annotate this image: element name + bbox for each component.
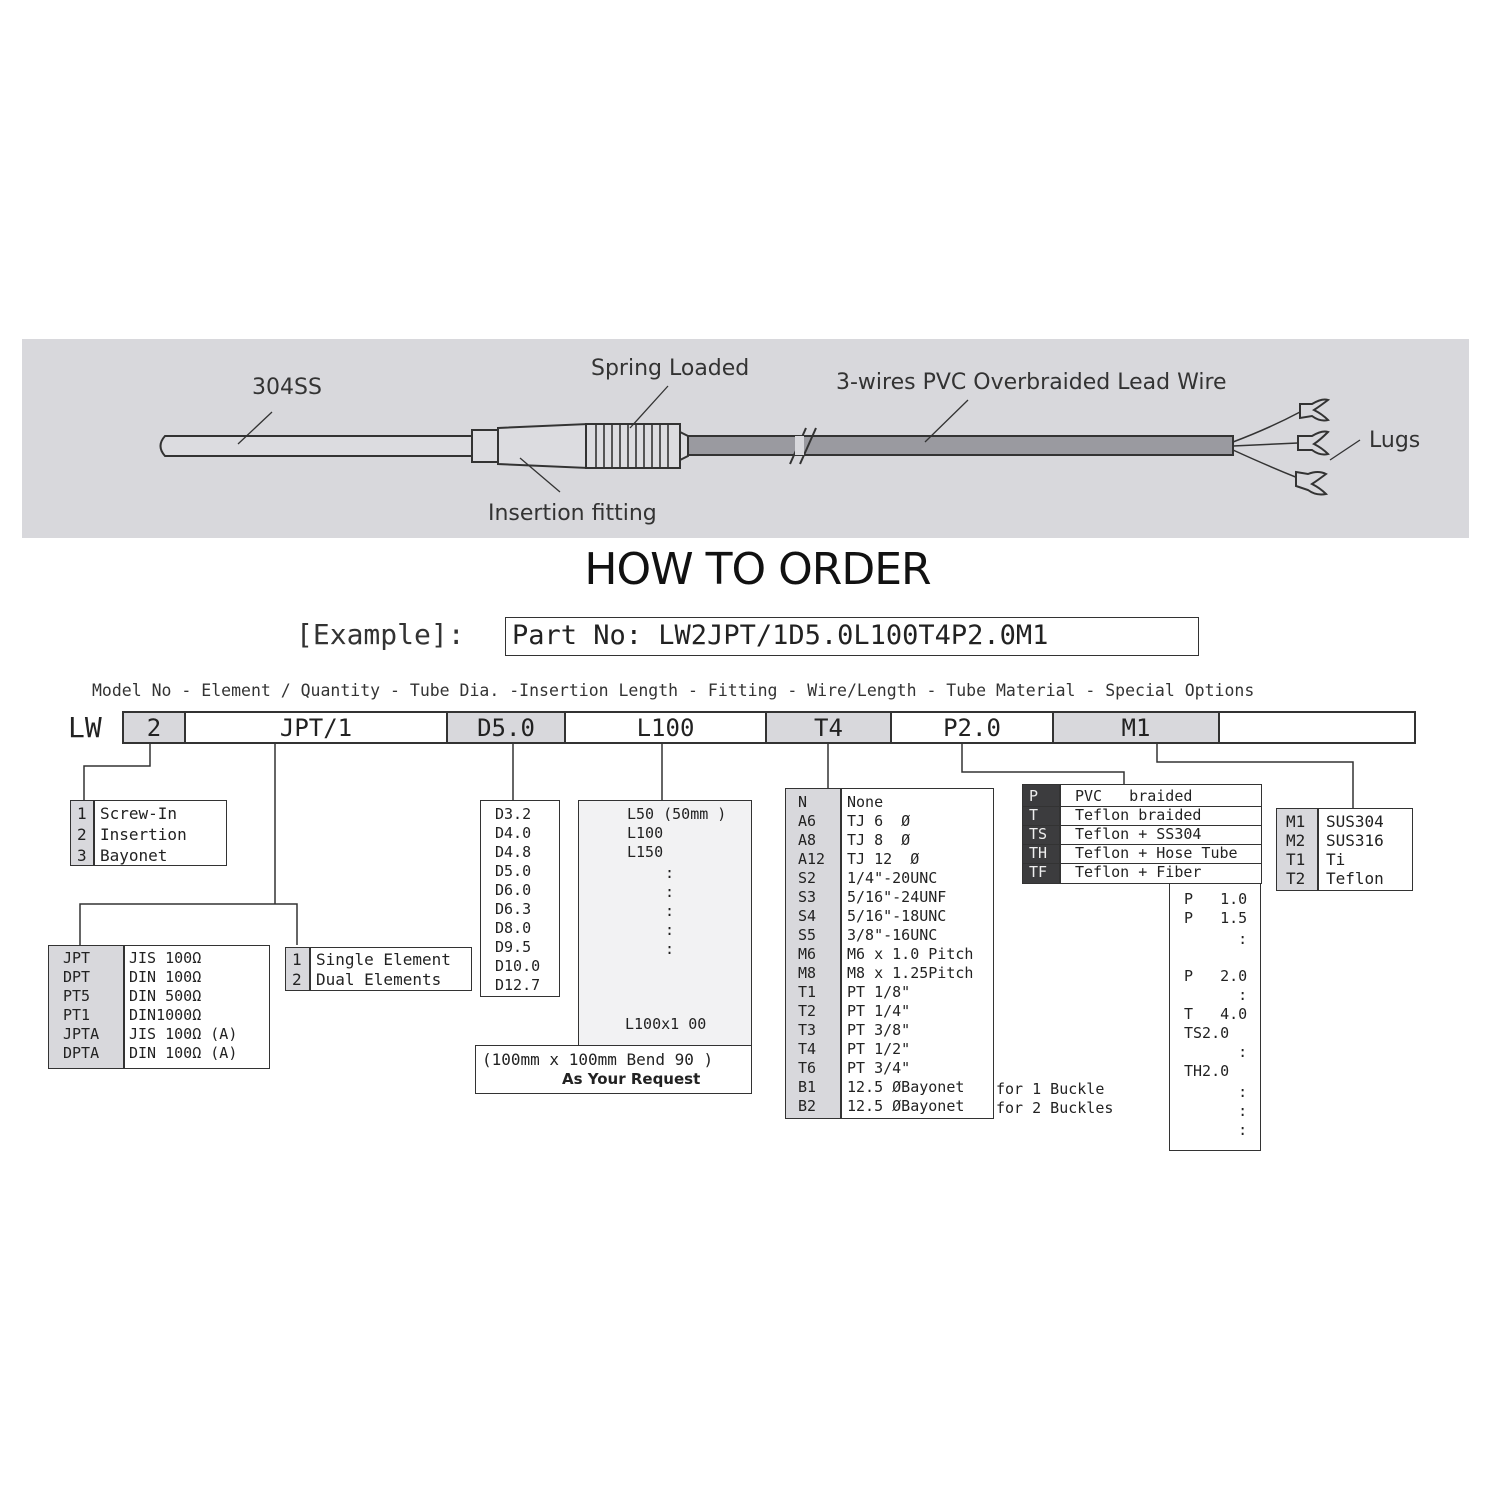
wire-option-row: TF Teflon + Fiber xyxy=(1029,863,1202,881)
code-type-cell: 2 xyxy=(122,711,186,744)
fitting-option-row: S4 5/16"-18UNC xyxy=(798,907,947,925)
example-part-number: Part No: LW2JPT/1D5.0L100T4P2.0M1 xyxy=(505,617,1199,656)
fitting-option-row: B1 12.5 ØBayonet xyxy=(798,1078,965,1096)
type-option-row: 2 Insertion xyxy=(77,825,187,844)
type-option-row: 3 Bayonet xyxy=(77,846,168,865)
example-label: [Example]: xyxy=(296,618,465,651)
tube-dia-option: D12.7 xyxy=(495,976,541,994)
code-length-cell: L100 xyxy=(564,711,767,744)
code-material-cell: M1 xyxy=(1052,711,1220,744)
insertion-length-option: L100 xyxy=(627,824,664,842)
material-option-row: T2 Teflon xyxy=(1286,869,1384,888)
quantity-option-row: 1 Single Element xyxy=(292,950,451,969)
wire-length-option: P 1.5 xyxy=(1184,909,1248,927)
tube-dia-options-table xyxy=(480,800,560,997)
insertion-length-ellipsis: : xyxy=(665,921,675,939)
fitting-option-row: A8 TJ 8 Ø xyxy=(798,831,911,849)
insertion-length-option: L50 (50mm ) xyxy=(627,805,727,823)
fitting-option-row: A6 TJ 6 Ø xyxy=(798,812,911,830)
fitting-option-row: S3 5/16"-24UNF xyxy=(798,888,947,906)
material-option-row: M1 SUS304 xyxy=(1286,812,1384,831)
insertion-length-option: L150 xyxy=(627,843,664,861)
fitting-option-row: T2 PT 1/4" xyxy=(798,1002,911,1020)
wire-length-option: TS2.0 xyxy=(1184,1024,1230,1042)
wire-length-option: : xyxy=(1184,1102,1248,1120)
fitting-options-table xyxy=(785,788,994,1119)
quantity-options-table xyxy=(285,947,472,991)
element-option-row: JPT JIS 100Ω xyxy=(63,949,202,967)
wire-length-table xyxy=(1169,883,1261,1151)
wire-length-option: TH2.0 xyxy=(1184,1062,1230,1080)
wire-length-option: : xyxy=(1184,986,1248,1004)
label-lugs: Lugs xyxy=(1369,428,1421,453)
fitting-option-row: T6 PT 3/4" xyxy=(798,1059,911,1077)
insertion-length-ellipsis: : xyxy=(665,902,675,920)
fitting-option-row: M6 M6 x 1.0 Pitch xyxy=(798,945,974,963)
wire-length-option: T 4.0 xyxy=(1184,1005,1248,1023)
bend-request-line2: As Your Request xyxy=(562,1070,701,1088)
type-option-row: 1 Screw-In xyxy=(77,804,178,823)
element-option-row: PT5 DIN 500Ω xyxy=(63,987,202,1005)
wire-length-option: P 1.0 xyxy=(1184,890,1248,908)
wire-length-option: : xyxy=(1184,1121,1248,1139)
fitting-option-row: B2 12.5 ØBayonet xyxy=(798,1097,965,1115)
bend-request-line1: (100mm x 100mm Bend 90 ) xyxy=(482,1050,714,1069)
bend-request-box xyxy=(475,1045,752,1094)
code-wire-cell: P2.0 xyxy=(890,711,1054,744)
fitting-option-row: S2 1/4"-20UNC xyxy=(798,869,938,887)
type-options-table xyxy=(70,800,227,866)
wire-length-option: : xyxy=(1184,930,1248,948)
label-304ss: 304SS xyxy=(252,375,322,400)
wire-options-table xyxy=(1022,784,1262,884)
tube-dia-option: D4.8 xyxy=(495,843,532,861)
label-insertion-fitting: Insertion fitting xyxy=(488,501,657,526)
wire-option-row: T Teflon braided xyxy=(1023,806,1261,826)
tube-dia-option: D8.0 xyxy=(495,919,532,937)
wire-length-option: : xyxy=(1184,1083,1248,1101)
fitting-option-row: N None xyxy=(798,793,884,811)
tube-dia-option: D3.2 xyxy=(495,805,532,823)
tube-material-table xyxy=(1276,808,1413,891)
code-element-cell: JPT/1 xyxy=(184,711,448,744)
tube-dia-option: D6.3 xyxy=(495,900,532,918)
code-prefix: LW xyxy=(68,711,102,744)
insertion-length-table xyxy=(578,800,752,1046)
code-fitting-cell: T4 xyxy=(765,711,892,744)
insertion-length-ellipsis: : xyxy=(665,940,675,958)
wire-option-row: TS Teflon + SS304 xyxy=(1023,825,1261,845)
material-option-row: M2 SUS316 xyxy=(1286,831,1384,850)
material-option-row: T1 Ti xyxy=(1286,850,1346,869)
fitting-option-row: T1 PT 1/8" xyxy=(798,983,911,1001)
fitting-b1-note: for 1 Buckle xyxy=(996,1080,1105,1098)
element-option-row: DPT DIN 100Ω xyxy=(63,968,202,986)
ordering-header-line: Model No - Element / Quantity - Tube Dia. -Insertion Length - Fitting - Wire/Length - Tube Material - Special Options xyxy=(92,681,1255,700)
fitting-option-row: A12 TJ 12 Ø xyxy=(798,850,920,868)
element-option-row: DPTA DIN 100Ω (A) xyxy=(63,1044,238,1062)
insertion-length-ellipsis: : xyxy=(665,864,675,882)
quantity-option-row: 2 Dual Elements xyxy=(292,970,442,989)
wire-length-option: : xyxy=(1184,1043,1248,1061)
code-tube-dia-cell: D5.0 xyxy=(446,711,566,744)
element-option-row: PT1 DIN1000Ω xyxy=(63,1006,202,1024)
tube-dia-option: D4.0 xyxy=(495,824,532,842)
fitting-option-row: M8 M8 x 1.25Pitch xyxy=(798,964,974,982)
wire-length-option: P 2.0 xyxy=(1184,967,1248,985)
wire-option-row: P PVC braided xyxy=(1023,787,1261,807)
fitting-option-row: T4 PT 1/2" xyxy=(798,1040,911,1058)
insertion-length-option: L100x1 00 xyxy=(625,1015,707,1033)
page-title: HOW TO ORDER xyxy=(584,544,931,595)
tube-dia-option: D5.0 xyxy=(495,862,532,880)
fitting-option-row: T3 PT 3/8" xyxy=(798,1021,911,1039)
tube-dia-option: D6.0 xyxy=(495,881,532,899)
fitting-b2-note: for 2 Buckles xyxy=(996,1099,1114,1117)
label-lead-wire: 3-wires PVC Overbraided Lead Wire xyxy=(836,370,1227,395)
tube-dia-option: D10.0 xyxy=(495,957,541,975)
insertion-length-ellipsis: : xyxy=(665,883,675,901)
tube-dia-option: D9.5 xyxy=(495,938,532,956)
element-options-table xyxy=(48,945,270,1069)
element-option-row: JPTA JIS 100Ω (A) xyxy=(63,1025,238,1043)
wire-option-row: TH Teflon + Hose Tube xyxy=(1023,844,1261,864)
fitting-option-row: S5 3/8"-16UNC xyxy=(798,926,938,944)
label-spring-loaded: Spring Loaded xyxy=(591,356,750,381)
